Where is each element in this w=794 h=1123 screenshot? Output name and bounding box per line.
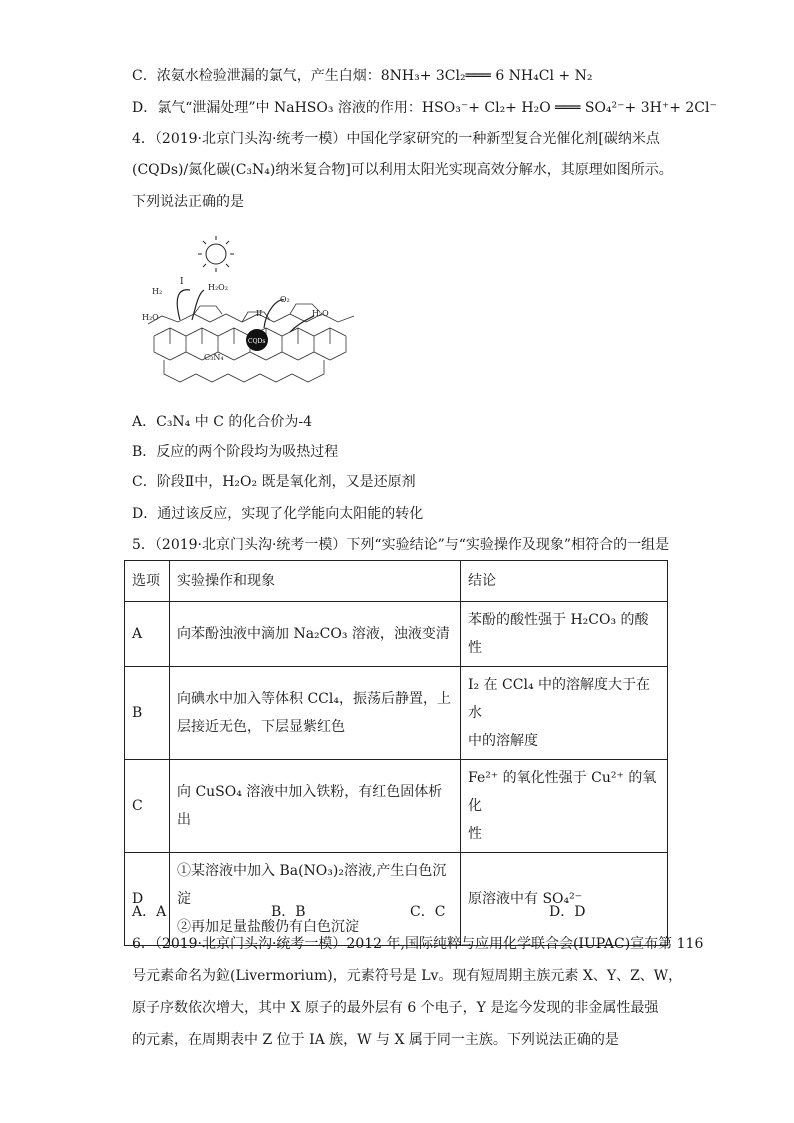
row-option: A	[125, 602, 170, 667]
question-6-line-4: 的元素，在周期表中 Z 位于 IA 族，W 与 X 属于同一主族。下列说法正确的是	[132, 1032, 619, 1048]
q5-option-d: D．D	[549, 904, 586, 920]
fig-label-h2o-left: H₂O	[142, 313, 159, 322]
table-row	[125, 853, 668, 946]
question-6-line-3: 原子序数依次增大，其中 X 原子的最外层有 6 个电子，Y 是迄今发现的非金属性最强	[132, 1000, 659, 1016]
header-option: 选项	[125, 561, 170, 602]
option-d-line: D．氯气“泄漏处理”中 NaHSO₃ 溶液的作用：HSO₃⁻+ Cl₂+ H₂O ═══ SO₄²⁻+ 3H⁺+ 2Cl⁻	[132, 100, 717, 116]
row-conclusion-line: 中的溶解度	[468, 733, 538, 749]
fig-label-stage-2: II	[256, 309, 263, 318]
sun-icon	[198, 236, 234, 272]
row-operation-line: 向碘水中加入等体积 CCl₄，振荡后静置，上	[177, 691, 451, 707]
fig-label-stage-1: I	[180, 277, 184, 287]
row-conclusion	[461, 760, 668, 853]
experiment-table	[124, 560, 668, 946]
row-operation-line: ①某溶液中加入 Ba(NO₃)₂溶液,产生白色沉淀	[177, 863, 447, 907]
row-operation-line: 层接近无色，下层显紫红色	[177, 719, 345, 735]
fig-label-c3n4: C₃N₄	[204, 353, 224, 362]
row-conclusion-line: I₂ 在 CCl₄ 中的溶解度大于在水	[468, 677, 651, 721]
fig-label-o2: O₂	[280, 295, 290, 304]
option-c-line: C．浓氨水检验泄漏的氯气，产生白烟：8NH₃+ 3Cl₂═══ 6 NH₄Cl + N₂	[132, 68, 593, 84]
row-option: B	[125, 667, 170, 760]
row-conclusion-line: 性	[468, 826, 482, 842]
row-operation	[170, 853, 461, 946]
row-conclusion-line: Fe²⁺ 的氧化性强于 Cu²⁺ 的氧化	[468, 770, 657, 814]
question-4-line-1: 4．（2019·北京门头沟·统考一模）中国化学家研究的一种新型复合光催化剂[碳纳米点	[132, 131, 660, 147]
fig-label-h2o-right: H₂O	[312, 309, 329, 318]
fig-label-h2o2: H₂O₂	[208, 283, 228, 292]
question-6-line-1: 6．（2019·北京门头沟·统考一模）2012 年,国际纯粹与应用化学联合会(IUPAC)宣布第 116	[132, 936, 704, 952]
row-operation-line: 向苯酚浊液中滴加 Na₂CO₃ 溶液，浊液变清	[177, 626, 450, 642]
row-option: C	[125, 760, 170, 853]
row-operation	[170, 667, 461, 760]
row-conclusion	[461, 602, 668, 667]
row-conclusion-line: 苯酚的酸性强于 H₂CO₃ 的酸性	[468, 612, 649, 656]
q4-option-a: A．C₃N₄ 中 C 的化合价为-4	[132, 414, 312, 430]
question-6-line-2: 号元素命名为鉝(Livermorium)，元素符号是 Lv。现有短周期主族元素 X、Y、Z、W，	[132, 968, 683, 984]
row-operation	[170, 602, 461, 667]
header-conclusion: 结论	[461, 561, 668, 602]
fig-label-cqds: CQDs	[248, 338, 266, 345]
row-operation	[170, 760, 461, 853]
fig-label-h2: H₂	[152, 287, 163, 296]
row-option: D	[125, 853, 170, 946]
header-operation: 实验操作和现象	[170, 561, 461, 602]
row-conclusion-line: 原溶液中有 SO₄²⁻	[468, 891, 583, 907]
photocatalyst-diagram	[134, 228, 366, 394]
q4-option-c: C．阶段Ⅱ中，H₂O₂ 既是氧化剂，又是还原剂	[132, 474, 416, 490]
question-4-line-2: (CQDs)/氮化碳(C₃N₄)纳米复合物]可以利用太阳光实现高效分解水，其原理如图所示。	[132, 162, 673, 178]
row-operation-line: ②再加足量盐酸仍有白色沉淀	[177, 919, 359, 935]
row-conclusion	[461, 853, 668, 946]
table-row	[125, 760, 668, 853]
row-conclusion	[461, 667, 668, 760]
question-4-line-3: 下列说法正确的是	[132, 194, 244, 210]
reaction-arrows	[177, 290, 314, 332]
table-header-row	[125, 561, 668, 602]
q5-option-a: A．A	[132, 904, 167, 920]
q5-option-c: C．C	[410, 904, 446, 920]
question-5-title: 5．（2019·北京门头沟·统考一模）下列“实验结论”与“实验操作及现象”相符合的一组是	[132, 537, 670, 553]
row-operation-line: 向 CuSO₄ 溶液中加入铁粉，有红色固体析出	[177, 784, 443, 828]
table-row	[125, 602, 668, 667]
table-row	[125, 667, 668, 760]
q5-option-b: B．B	[271, 904, 306, 920]
q4-option-b: B．反应的两个阶段均为吸热过程	[132, 444, 339, 460]
q4-option-d: D．通过该反应，实现了化学能向太阳能的转化	[132, 506, 424, 522]
